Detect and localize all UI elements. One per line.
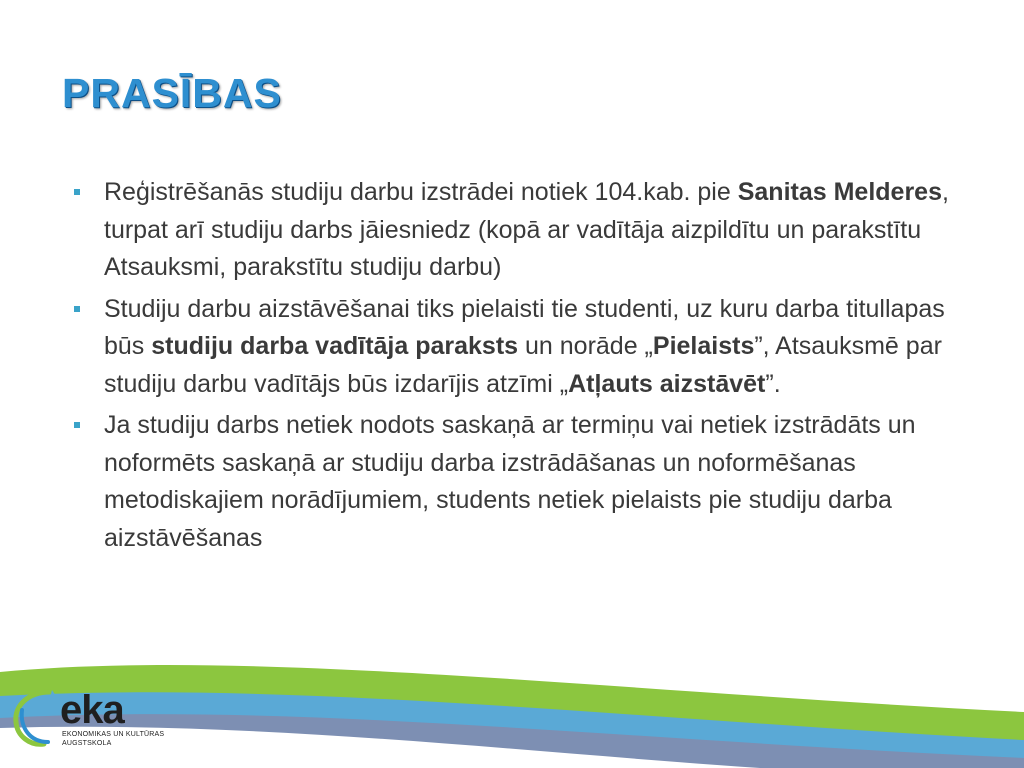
bullet-text: ”, Atsauksmē par studiju darbu vadītājs būs izdarījis atzīmi „ (104, 332, 942, 398)
bullet-text-bold: Sanitas Melderes (737, 178, 942, 206)
bullet-marker-icon (74, 189, 80, 195)
bullet-text: Ja studiju darbs netiek nodots saskaņā ar termiņu vai netiek izstrādāts un noformēts saskaņā ar studiju darba izstrādāšanas un noformēšanas metodiskajiem norādījumiem, students netiek pielaists pie studiju darba aizstāvēšanas (104, 411, 916, 552)
slide-title: PRASĪBAS (62, 70, 282, 116)
logo-subtitle-line1: EKONOMIKAS UN KULTŪRAS (62, 731, 165, 738)
logo-emblem-icon (12, 688, 56, 750)
bullet-item (70, 407, 970, 557)
bullet-marker-icon (74, 422, 80, 428)
bullet-text-bold: studiju darba vadītāja paraksts (151, 332, 519, 360)
bullet-marker-icon (74, 306, 80, 312)
bullet-text-bold: Atļauts aizstāvēt (568, 369, 766, 398)
bullet-item (70, 174, 970, 287)
bullet-text: un norāde „ (518, 332, 653, 360)
eka-logo (12, 688, 212, 758)
bullet-text: Studiju darbu aizstāvēšanai tiks pielaisti tie studenti, uz kuru darba titullapas būs (104, 294, 945, 360)
bullet-item (70, 291, 970, 404)
bullet-list (70, 174, 970, 561)
bullet-text-bold: Pielaists (652, 332, 755, 360)
logo-wordmark: eka (60, 688, 124, 732)
bullet-text: ”. (765, 369, 781, 398)
bullet-text: , turpat arī studiju darbs jāiesniedz (kopā ar vadītāja aizpildītu un parakstītu Atsauksmi, parakstītu studiju darbu) (104, 178, 949, 281)
logo-subtitle-line2: AUGSTSKOLA (62, 740, 112, 747)
bullet-text: Reģistrēšanās studiju darbu izstrādei notiek 104.kab. pie (104, 178, 738, 206)
